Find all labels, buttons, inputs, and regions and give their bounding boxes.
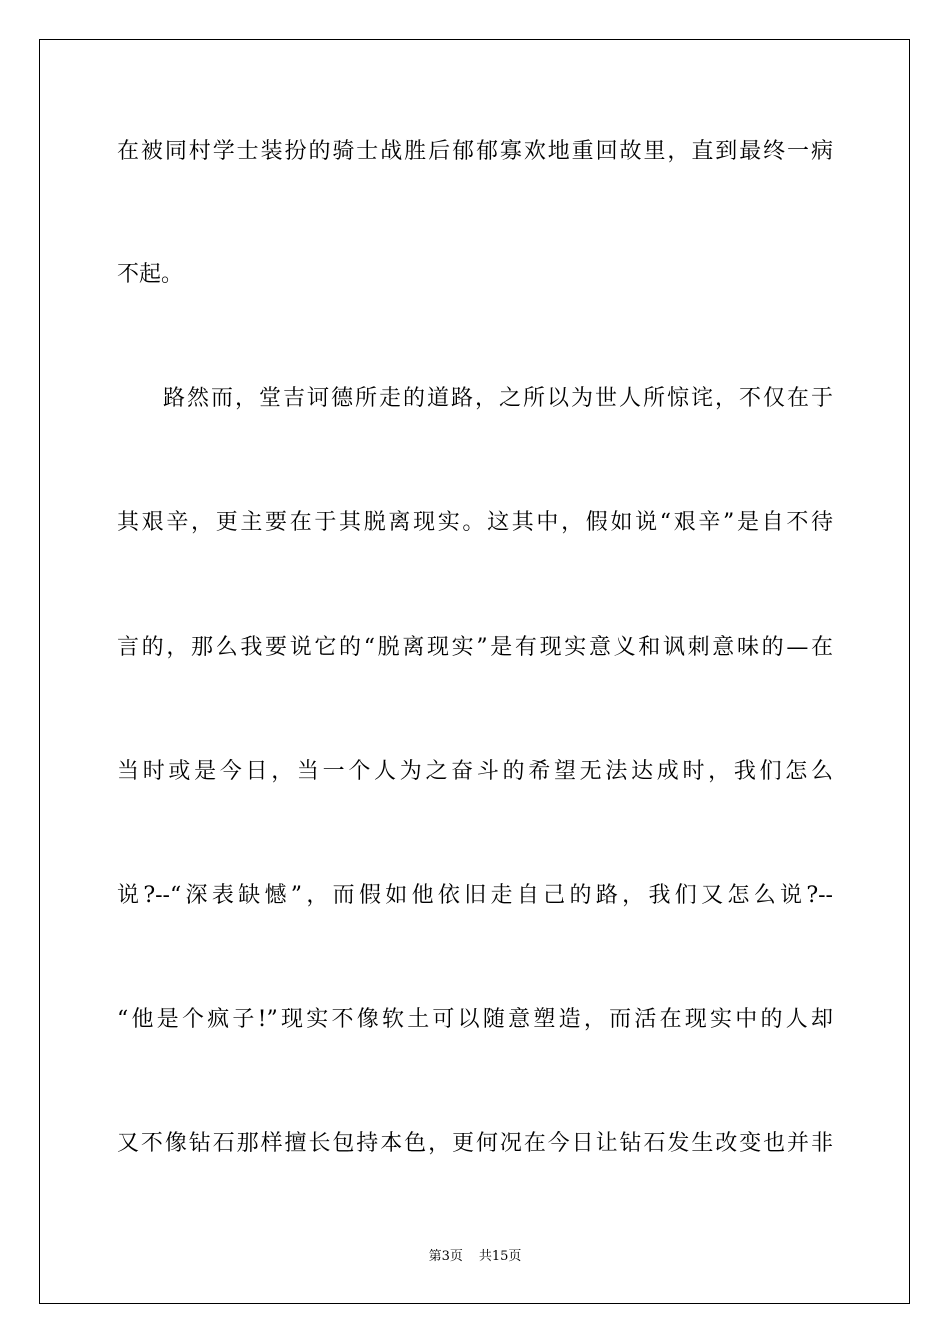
text-line-1: 在被同村学士装扮的骑士战胜后郁郁寡欢地重回故里，直到最终一病 <box>117 139 833 164</box>
total-pages: 共15页 <box>478 1249 522 1264</box>
text-line-6: 当时或是今日，当一个人为之奋斗的希望无法达成时，我们怎么 <box>117 759 833 784</box>
text-line-5: 言的，那么我要说它的“脱离现实”是有现实意义和讽刺意味的—在 <box>117 635 833 660</box>
text-line-8: “他是个疯子!”现实不像软土可以随意塑造，而活在现实中的人却 <box>117 1007 833 1032</box>
page-border <box>39 39 910 1304</box>
text-line-7: 说?--“深表缺憾”，而假如他依旧走自己的路，我们又怎么说?-- <box>117 883 833 908</box>
page-number: 第3页 <box>428 1249 463 1264</box>
text-line-2: 不起。 <box>117 262 184 287</box>
text-line-3: 路然而，堂吉诃德所走的道路，之所以为世人所惊诧，不仅在于 <box>163 386 833 411</box>
text-line-4: 其艰辛，更主要在于其脱离现实。这其中，假如说“艰辛”是自不待 <box>117 510 833 535</box>
text-line-9: 又不像钻石那样擅长包持本色，更何况在今日让钻石发生改变也并非 <box>117 1131 833 1156</box>
page-footer <box>0 1249 950 1265</box>
